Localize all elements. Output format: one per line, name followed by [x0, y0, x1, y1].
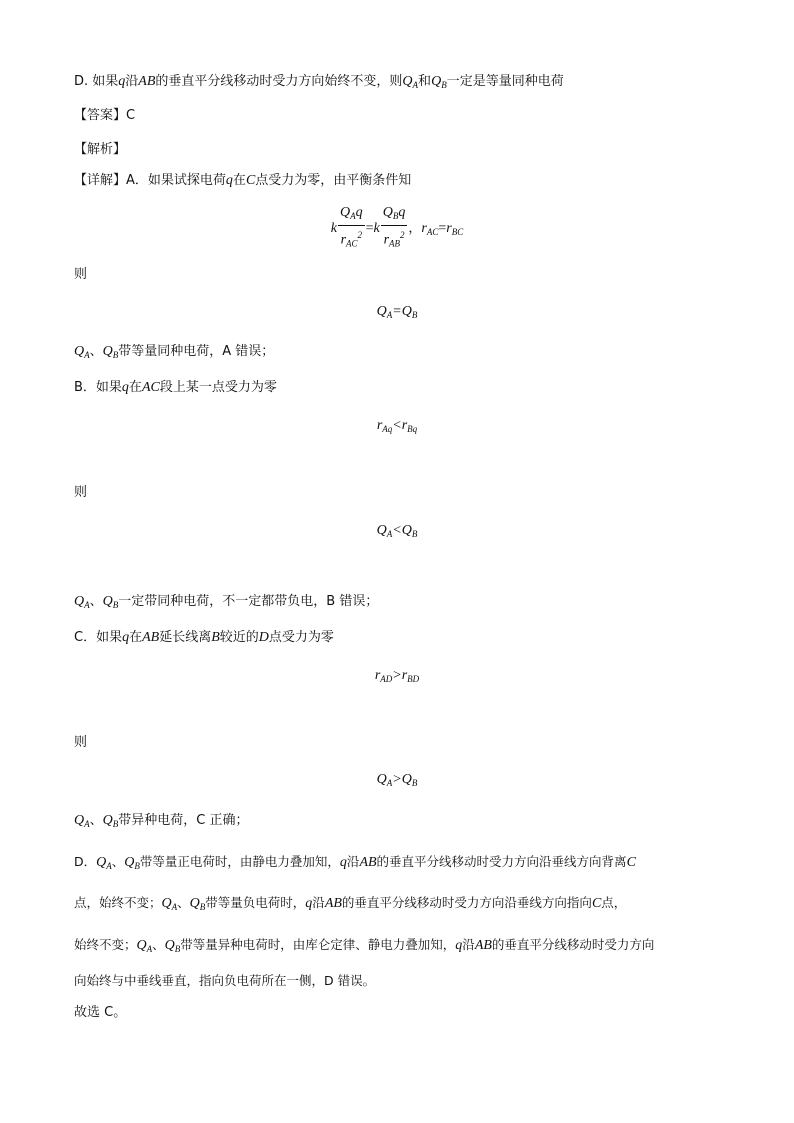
- text: 的垂直平分线移动时受力方向: [491, 937, 655, 952]
- var-c: C: [591, 896, 602, 911]
- var-qb: $Q_B$: [431, 74, 447, 90]
- var-ac: AC: [141, 380, 160, 395]
- text: 沿: [125, 74, 139, 89]
- option-d-analysis-line-1: [74, 853, 636, 875]
- text: 的垂直平分线移动时受力方向始终不变，则: [155, 74, 403, 89]
- analysis-label: 【解析】: [74, 142, 127, 157]
- var-qb: $Q_B$: [102, 344, 119, 360]
- text: 、: [89, 594, 103, 609]
- var-b: B: [211, 630, 220, 645]
- var-c: C: [626, 855, 636, 870]
- var-q: q: [455, 938, 463, 953]
- detail-a-intro: [74, 172, 411, 190]
- var-c: C: [245, 173, 256, 188]
- text: 一定带同种电荷，不一定都带负电，B 错误；: [118, 594, 379, 609]
- var-ab: AB: [138, 74, 156, 89]
- text: 点受力为零: [268, 630, 334, 645]
- var-qa: $Q_A$: [402, 74, 419, 90]
- r-ac: $r_{AC}$: [421, 220, 439, 237]
- final-answer: 故选 C。: [74, 1005, 127, 1020]
- option-d-analysis-line-3: [74, 936, 654, 958]
- var-q: q: [122, 630, 130, 645]
- option-b-analysis: [74, 379, 277, 397]
- conclusion-b: [74, 593, 378, 614]
- var-qb: $Q_B$: [102, 594, 119, 610]
- detail-label: 【详解】: [74, 173, 127, 188]
- text: A．如果试探电荷: [126, 173, 226, 188]
- var-ab: AB: [324, 896, 342, 911]
- equation-qa-lt-qb: $Q_A<Q_B$: [376, 523, 418, 539]
- option-d-prefix: D. 如果: [74, 74, 119, 89]
- text: 沿: [346, 854, 360, 869]
- fraction-b: $\frac{Q_Bq}{r_{AB}^2}$: [382, 205, 406, 249]
- text: 、: [111, 854, 125, 869]
- var-qa: $Q_A$: [74, 344, 90, 360]
- fraction-a: $\frac{Q_Aq}{r_{AC}^2}$: [339, 205, 363, 249]
- text: B．如果: [74, 380, 122, 395]
- var-qb: $Q_B$: [164, 938, 181, 954]
- equation-qa-eq-qb: $Q_A=Q_B$: [376, 304, 418, 320]
- text: 带等量异种电荷时，由库仑定律、静电力叠加知，: [180, 937, 456, 952]
- var-q: q: [305, 896, 313, 911]
- equation-qa-gt-qb: $Q_A>Q_B$: [376, 772, 418, 788]
- text: 段上某一点受力为零: [159, 380, 277, 395]
- text: 延长线离: [159, 630, 212, 645]
- text: 、: [89, 813, 103, 828]
- text: 点，: [601, 895, 627, 910]
- text: 沿: [462, 937, 475, 952]
- var-qb: $Q_B$: [189, 896, 206, 912]
- text: 带等量正电荷时，由静电力叠加知，: [139, 854, 340, 869]
- var-qb: $Q_B$: [102, 813, 119, 829]
- text: 的垂直平分线移动时受力方向沿垂线方向背离: [376, 854, 627, 869]
- text: 、: [89, 344, 103, 359]
- var-q: q: [225, 173, 233, 188]
- var-q: q: [339, 855, 347, 870]
- var-qa: $Q_A$: [74, 813, 90, 829]
- then-label: 则: [74, 735, 88, 750]
- var-q: q: [121, 380, 129, 395]
- text: 在: [128, 380, 142, 395]
- text: 点受力为零，由平衡条件知: [255, 173, 412, 188]
- option-d-line: [74, 73, 564, 94]
- text: 带异种电荷，C 正确；: [118, 813, 249, 828]
- text: 、: [177, 895, 190, 910]
- equals-sign: =: [438, 220, 447, 236]
- var-q: q: [118, 74, 126, 89]
- text: 带等量同种电荷，A 错误；: [118, 344, 275, 359]
- var-qb: $Q_B$: [124, 855, 140, 871]
- text: 的垂直平分线移动时受力方向沿垂线方向指向: [341, 895, 592, 910]
- comma: ，: [408, 220, 422, 236]
- equals-sign: =: [365, 220, 374, 236]
- text: D．: [74, 854, 97, 869]
- text: 在: [129, 630, 143, 645]
- answer-value: C: [126, 108, 136, 123]
- equation-rad-gt-rbd: $r_{AD}>r_{BD}$: [374, 668, 420, 684]
- option-c-analysis: [74, 629, 334, 647]
- const-k: k: [373, 220, 380, 236]
- text: 点，始终不变；: [74, 895, 162, 910]
- var-ab: AB: [474, 938, 492, 953]
- var-qa: $Q_A$: [136, 938, 153, 954]
- equation-raq-lt-rbq: $r_{Aq}<r_{Bq}$: [376, 418, 418, 434]
- conclusion-a: [74, 343, 274, 364]
- text: 在: [232, 173, 246, 188]
- const-k: k: [330, 220, 337, 236]
- answer-line: [74, 107, 135, 125]
- text: 一定是等量同种电荷: [446, 74, 564, 89]
- answer-label: 【答案】: [74, 108, 127, 123]
- var-qa: $Q_A$: [96, 855, 112, 871]
- then-label: 则: [74, 267, 88, 282]
- text: 始终不变；: [74, 937, 137, 952]
- var-d: D: [258, 630, 269, 645]
- text: 较近的: [219, 630, 259, 645]
- var-qa: $Q_A$: [161, 896, 178, 912]
- option-d-analysis-line-4: 向始终与中垂线垂直，指向负电荷所在一侧，D 错误。: [74, 973, 376, 988]
- text: 沿: [312, 895, 325, 910]
- r-bc: $r_{BC}$: [446, 220, 464, 237]
- text: 带等量负电荷时，: [205, 895, 306, 910]
- equation-balance: [0, 205, 794, 247]
- var-ab: AB: [142, 630, 160, 645]
- var-ab: AB: [359, 855, 377, 870]
- text: 、: [152, 937, 165, 952]
- conclusion-c: [74, 812, 248, 833]
- text: C．如果: [74, 630, 123, 645]
- then-label: 则: [74, 485, 88, 500]
- var-qa: $Q_A$: [74, 594, 90, 610]
- option-d-analysis-line-2: [74, 894, 626, 916]
- text: 和: [418, 74, 432, 89]
